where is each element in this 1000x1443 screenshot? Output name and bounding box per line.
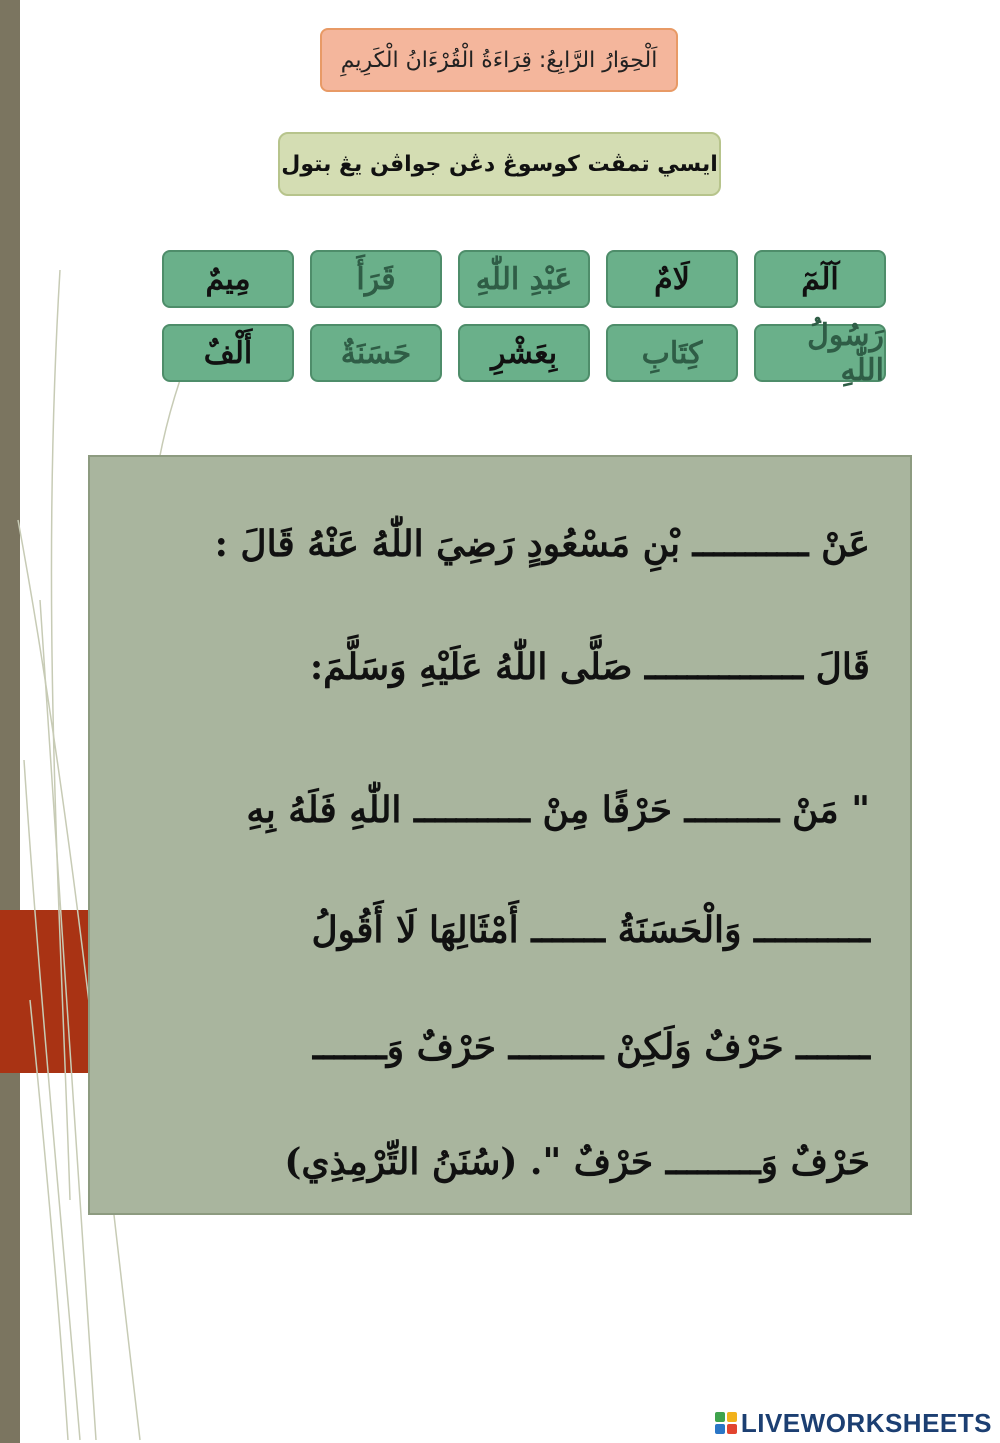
word-card[interactable]: لَامٌ (606, 250, 738, 308)
word-card[interactable]: مِيمٌ (162, 250, 294, 308)
passage-line: " مَنْ ـــــــــ حَرْفًا مِنْ ـــــــــــ اللّٰهِ فَلَهُ بِهِ (246, 789, 870, 831)
hadith-passage (88, 455, 912, 1215)
liveworksheets-logo-icon (715, 1412, 737, 1434)
passage-line: حَرْفٌ وَـــــــــ حَرْفٌ ". (سُنَنُ التِّرْمِذِي) (284, 1141, 870, 1183)
left-decor-bar (0, 0, 20, 1443)
passage-line: ـــــــ حَرْفٌ وَلَكِنْ ـــــــــ حَرْفٌ وَـــــــ (312, 1026, 870, 1068)
passage-line: عَنْ ـــــــــــ بْنِ مَسْعُودٍ رَضِيَ اللّٰهُ عَنْهُ قَالَ : (214, 523, 870, 565)
logo-text: LIVEWORKSHEETS (740, 1407, 992, 1438)
word-card[interactable]: عَبْدِ اللّٰهِ (458, 250, 590, 308)
red-decor-block (0, 910, 88, 1073)
word-card[interactable]: رَسُولُ اللّٰهِ (754, 324, 886, 382)
word-card[interactable]: أَلْفٌ (162, 324, 294, 382)
word-card[interactable]: قَرَأَ (310, 250, 442, 308)
liveworksheets-logo[interactable] (715, 1408, 992, 1438)
word-card[interactable]: كِتَابِ (606, 324, 738, 382)
lesson-title: اَلْحِوَارُ الرَّابِعُ: قِرَاءَةُ الْقُرْءَانُ الْكَرِيمِ (320, 28, 678, 92)
word-card[interactable]: حَسَنَةٌ (310, 324, 442, 382)
passage-line: قَالَ ـــــــــــــــ صَلَّى اللّٰهُ عَلَيْهِ وَسَلَّمَ: (309, 646, 870, 688)
word-bank (128, 250, 886, 388)
word-card[interactable]: آلٓمٓ (754, 250, 886, 308)
instruction-text: ايسي تمڤت كوسوڠ دڠن جواڤن يڠ بتول (278, 132, 721, 196)
word-card[interactable]: بِعَشْرِ (458, 324, 590, 382)
passage-line: ـــــــــــ وَالْحَسَنَةُ ـــــــ أَمْثَالِهَا لَا أَقُولُ (311, 909, 870, 951)
